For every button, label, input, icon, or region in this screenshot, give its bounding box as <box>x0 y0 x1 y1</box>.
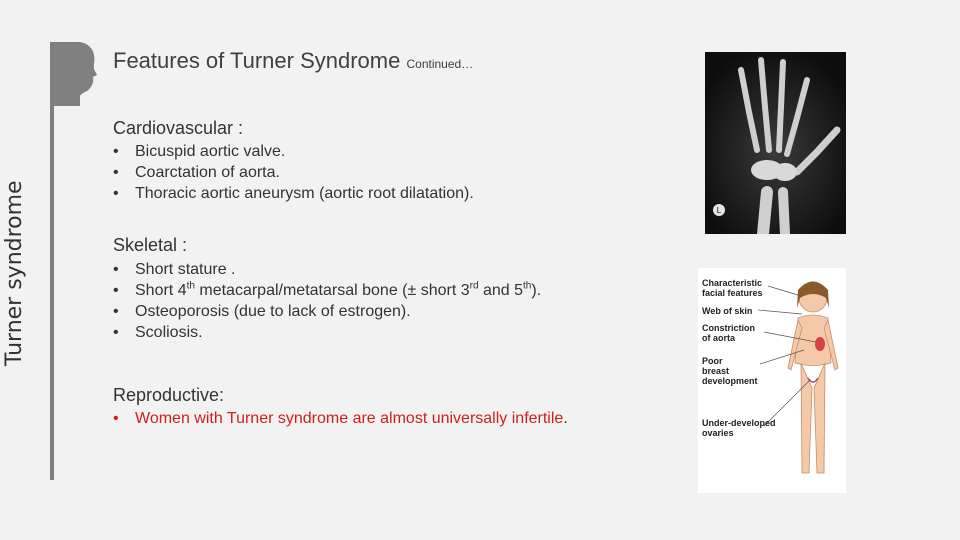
side-title: Turner syndrome <box>2 180 27 366</box>
skeletal-heading: Skeletal : <box>113 235 188 255</box>
page-title <box>113 48 473 74</box>
text-run: ). <box>531 282 542 299</box>
list-item: • Bicuspid aortic valve. <box>113 141 474 162</box>
list-item: • Scoliosis. <box>113 322 541 343</box>
hand-xray-image <box>705 52 846 234</box>
label-line: of aorta <box>702 333 736 343</box>
reproductive-heading: Reproductive: <box>113 385 225 405</box>
skeletal-list <box>113 259 541 343</box>
label-poor-breast <box>702 356 758 386</box>
label-line: breast <box>702 366 730 376</box>
vertical-divider <box>50 42 54 480</box>
label-line: Poor <box>702 356 723 366</box>
xray-marker: L <box>716 206 722 215</box>
label-ovaries <box>702 418 776 438</box>
list-item: • Thoracic aortic aneurysm (aortic root dilatation). <box>113 183 474 204</box>
reproductive-list <box>113 408 568 429</box>
list-item <box>113 408 568 429</box>
label-facial-features <box>702 278 763 298</box>
label-line: ovaries <box>702 428 734 438</box>
list-item <box>113 280 541 301</box>
label-web-of-skin: Web of skin <box>702 306 753 316</box>
cardiovascular-list <box>113 141 474 204</box>
label-line: Under-developed <box>702 418 776 428</box>
text-run: and 5 <box>478 282 524 299</box>
page-title-continued: Continued… <box>406 57 474 71</box>
hand-bones-graphic <box>705 52 846 234</box>
list-item: • Osteoporosis (due to lack of estrogen). <box>113 301 541 322</box>
label-line: Constriction <box>702 323 755 333</box>
label-constriction-aorta <box>702 323 755 343</box>
period: . <box>563 410 568 427</box>
head-silhouette-icon <box>52 42 98 106</box>
list-item: • Coarctation of aorta. <box>113 162 474 183</box>
text-run: Short 4 <box>135 282 187 299</box>
turner-features-diagram <box>698 268 846 493</box>
text-run: metacarpal/metatarsal bone (± short 3 <box>194 282 470 299</box>
label-line: Characteristic <box>702 278 763 288</box>
label-line: facial features <box>702 288 763 298</box>
page-title-main: Features of Turner Syndrome <box>113 48 401 73</box>
superscript: th <box>523 280 532 292</box>
label-line: development <box>702 376 758 386</box>
superscript: th <box>186 280 195 292</box>
cardiovascular-heading: Cardiovascular : <box>113 118 244 138</box>
list-item: • Short stature . <box>113 259 541 280</box>
superscript: rd <box>469 280 479 292</box>
infertility-text: Women with Turner syndrome are almost universally infertile <box>135 410 564 427</box>
